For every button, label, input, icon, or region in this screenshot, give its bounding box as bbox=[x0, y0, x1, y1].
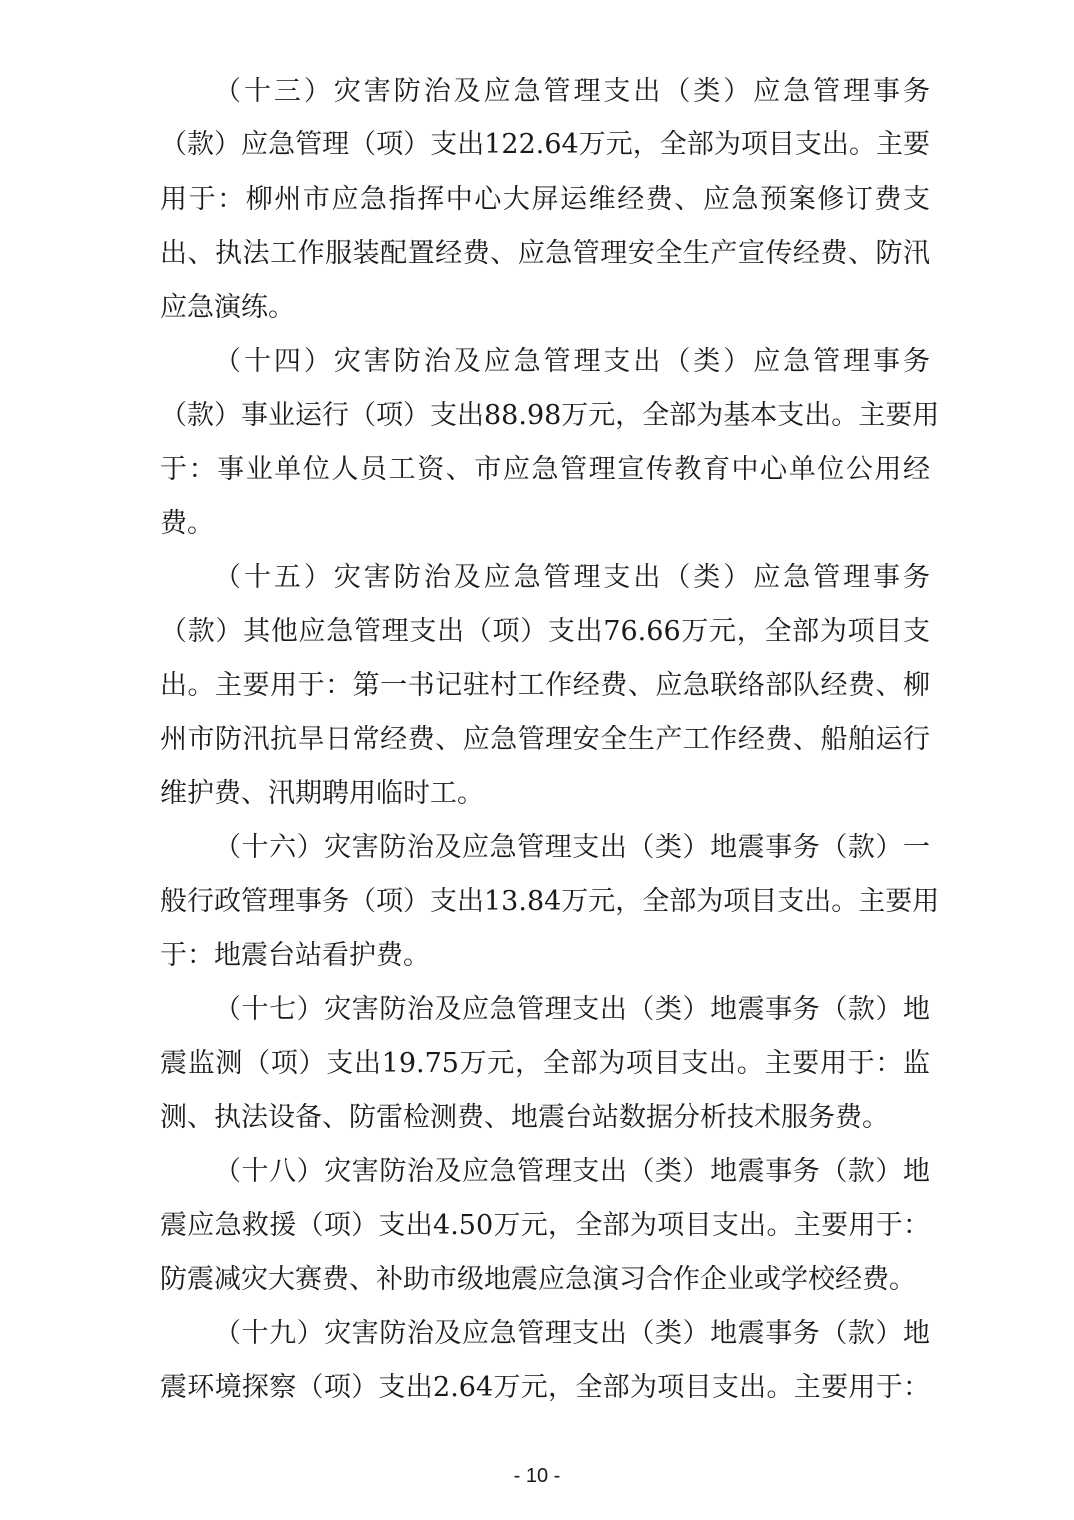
paragraph-15-line-4: 州市防汛抗旱日常经费、应急管理安全生产工作经费、船舶运行 bbox=[160, 724, 930, 755]
paragraph-15-line-3: 出。主要用于：第一书记驻村工作经费、应急联络部队经费、柳 bbox=[160, 670, 930, 701]
page-number: - 10 - bbox=[513, 1465, 561, 1487]
paragraph-19-line-2: 震环境探察（项）支出2.64万元，全部为项目支出。主要用于： bbox=[160, 1372, 930, 1403]
paragraph-18-line-3: 防震减灾大赛费、补助市级地震应急演习合作企业或学校经费。 bbox=[160, 1264, 916, 1295]
paragraph-18-line-1: （十八）灾害防治及应急管理支出（类）地震事务（款）地 bbox=[214, 1156, 930, 1187]
paragraph-19-line-1: （十九）灾害防治及应急管理支出（类）地震事务（款）地 bbox=[214, 1318, 930, 1349]
paragraph-17-line-3: 测、执法设备、防雷检测费、地震台站数据分析技术服务费。 bbox=[160, 1102, 889, 1133]
paragraph-15-line-1: （十五）灾害防治及应急管理支出（类）应急管理事务 bbox=[214, 562, 930, 593]
paragraph-18-line-2: 震应急救援（项）支出4.50万元，全部为项目支出。主要用于： bbox=[160, 1210, 930, 1241]
paragraph-15-line-2: （款）其他应急管理支出（项）支出76.66万元，全部为项目支 bbox=[160, 616, 930, 647]
paragraph-13-line-4: 出、执法工作服装配置经费、应急管理安全生产宣传经费、防汛 bbox=[160, 238, 930, 269]
paragraph-16-line-1: （十六）灾害防治及应急管理支出（类）地震事务（款）一 bbox=[214, 832, 930, 863]
paragraph-17-line-2: 震监测（项）支出19.75万元，全部为项目支出。主要用于：监 bbox=[160, 1048, 930, 1079]
paragraph-17-line-1: （十七）灾害防治及应急管理支出（类）地震事务（款）地 bbox=[214, 994, 930, 1025]
paragraph-16-line-3: 于：地震台站看护费。 bbox=[160, 940, 430, 971]
paragraph-14-line-2: （款）事业运行（项）支出88.98万元，全部为基本支出。主要用 bbox=[160, 400, 940, 431]
paragraph-15-line-5: 维护费、汛期聘用临时工。 bbox=[160, 778, 484, 809]
paragraph-14-line-3: 于：事业单位人员工资、市应急管理宣传教育中心单位公用经 bbox=[160, 454, 930, 485]
paragraph-13-line-5: 应急演练。 bbox=[160, 292, 295, 323]
paragraph-13-line-2: （款）应急管理（项）支出122.64万元，全部为项目支出。主要 bbox=[160, 129, 930, 160]
paragraph-14-line-1: （十四）灾害防治及应急管理支出（类）应急管理事务 bbox=[214, 346, 930, 377]
paragraph-16-line-2: 般行政管理事务（项）支出13.84万元，全部为项目支出。主要用 bbox=[160, 886, 940, 917]
paragraph-13-line-1: （十三）灾害防治及应急管理支出（类）应急管理事务 bbox=[214, 76, 930, 107]
paragraph-13-line-3: 用于：柳州市应急指挥中心大屏运维经费、应急预案修订费支 bbox=[160, 184, 930, 215]
paragraph-14-line-4: 费。 bbox=[160, 508, 214, 539]
